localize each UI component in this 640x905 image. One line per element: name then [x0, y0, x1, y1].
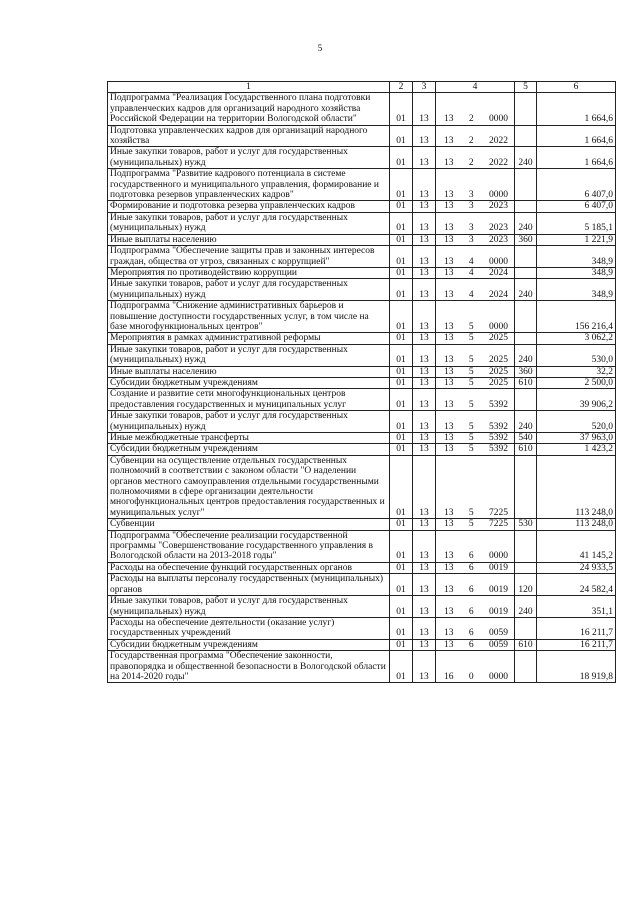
- row-name: Иные закупки товаров, работ и услуг для государственных (муниципальных) нужд: [108, 344, 390, 366]
- target-article-code: [436, 201, 515, 212]
- expense-type-code: 610: [515, 639, 537, 650]
- row-name: Расходы на обеспечение деятельности (оказание услуг) государственных учреждений: [108, 617, 390, 639]
- ministry-code: 01: [390, 377, 413, 388]
- target-article-code: [436, 444, 515, 455]
- table-row: [108, 147, 616, 169]
- column-header: 4: [436, 82, 515, 93]
- target-direction-code: 7225: [489, 507, 508, 518]
- table-row: [108, 530, 616, 562]
- ministry-code: 01: [390, 574, 413, 596]
- section-code: 13: [413, 147, 436, 169]
- amount: 6 407,0: [537, 169, 616, 201]
- target-subprogram-code: 5: [468, 519, 474, 530]
- target-direction-code: 2022: [489, 157, 508, 168]
- target-program-code: 13: [444, 256, 454, 267]
- ministry-code: 01: [390, 344, 413, 366]
- target-program-code: 13: [444, 289, 454, 300]
- amount: 156 216,4: [537, 301, 616, 333]
- ministry-code: 01: [390, 169, 413, 201]
- ministry-code: 01: [390, 333, 413, 344]
- table-row: [108, 234, 616, 245]
- table-row: [108, 433, 616, 444]
- amount: 32,2: [537, 366, 616, 377]
- row-name: Иные выплаты населению: [108, 366, 390, 377]
- row-name: Мероприятия по противодействию коррупции: [108, 267, 390, 278]
- expense-type-code: 610: [515, 377, 537, 388]
- section-code: 13: [413, 411, 436, 433]
- target-program-code: 13: [444, 355, 454, 366]
- target-subprogram-code: 6: [468, 584, 474, 595]
- target-article-code: [436, 246, 515, 268]
- expense-type-code: 530: [515, 519, 537, 530]
- target-article-code: [436, 234, 515, 245]
- row-name: Иные закупки товаров, работ и услуг для государственных (муниципальных) нужд: [108, 147, 390, 169]
- target-article-code: [436, 333, 515, 344]
- expense-type-code: [515, 530, 537, 562]
- target-direction-code: 2023: [489, 201, 508, 212]
- amount: 1 664,6: [537, 147, 616, 169]
- expense-type-code: 360: [515, 234, 537, 245]
- target-subprogram-code: 2: [468, 114, 474, 125]
- target-direction-code: 2025: [489, 377, 508, 388]
- table-row: [108, 344, 616, 366]
- target-article-code: [436, 147, 515, 169]
- row-name: Государственная программа "Обеспечение законности, правопорядка и общественной безопасности в Вологодской области на 2014-2020 годы": [108, 651, 390, 683]
- ministry-code: 01: [390, 301, 413, 333]
- target-article-code: [436, 433, 515, 444]
- expense-type-code: [515, 333, 537, 344]
- target-program-code: 13: [444, 562, 454, 573]
- target-program-code: 13: [444, 639, 454, 650]
- target-direction-code: 0000: [489, 114, 508, 125]
- amount: 348,9: [537, 267, 616, 278]
- target-article-code: [436, 651, 515, 683]
- target-direction-code: 0059: [489, 639, 508, 650]
- target-article-code: [436, 267, 515, 278]
- row-name: Подпрограмма "Развитие кадрового потенциала в системе государственного и муниципального управления, формирование и подготовка резервов управленческих кадров": [108, 169, 390, 201]
- row-name: Иные закупки товаров, работ и услуг для государственных (муниципальных) нужд: [108, 279, 390, 301]
- section-code: 13: [413, 617, 436, 639]
- table-row: [108, 444, 616, 455]
- ministry-code: 01: [390, 279, 413, 301]
- ministry-code: 01: [390, 389, 413, 411]
- target-article-code: [436, 389, 515, 411]
- section-code: 13: [413, 530, 436, 562]
- table-row: [108, 246, 616, 268]
- amount: 37 963,0: [537, 433, 616, 444]
- expense-type-code: 540: [515, 433, 537, 444]
- row-name: Субсидии бюджетным учреждениям: [108, 377, 390, 388]
- target-program-code: 16: [444, 671, 454, 682]
- target-article-code: [436, 617, 515, 639]
- target-program-code: 13: [444, 606, 454, 617]
- target-subprogram-code: 5: [468, 321, 474, 332]
- expense-type-code: 240: [515, 212, 537, 234]
- table-row: [108, 267, 616, 278]
- table-header-row: [108, 82, 616, 93]
- section-code: 13: [413, 596, 436, 618]
- target-subprogram-code: 2: [468, 157, 474, 168]
- target-article-code: [436, 93, 515, 125]
- expense-type-code: 240: [515, 411, 537, 433]
- target-direction-code: 0019: [489, 562, 508, 573]
- row-name: Мероприятия в рамках административной реформы: [108, 333, 390, 344]
- ministry-code: 01: [390, 125, 413, 147]
- target-article-code: [436, 169, 515, 201]
- table-row: [108, 651, 616, 683]
- expense-type-code: [515, 301, 537, 333]
- target-program-code: 13: [444, 366, 454, 377]
- target-article-code: [436, 562, 515, 573]
- expense-type-code: [515, 125, 537, 147]
- target-program-code: 13: [444, 421, 454, 432]
- target-program-code: 13: [444, 190, 454, 201]
- target-direction-code: 2025: [489, 355, 508, 366]
- ministry-code: 01: [390, 530, 413, 562]
- table-row: [108, 639, 616, 650]
- target-subprogram-code: 3: [468, 234, 474, 245]
- target-program-code: 13: [444, 267, 454, 278]
- target-article-code: [436, 596, 515, 618]
- amount: 24 933,5: [537, 562, 616, 573]
- ministry-code: 01: [390, 267, 413, 278]
- target-article-code: [436, 519, 515, 530]
- section-code: 13: [413, 333, 436, 344]
- section-code: 13: [413, 377, 436, 388]
- row-name: Субсидии бюджетным учреждениям: [108, 639, 390, 650]
- row-name: Иные закупки товаров, работ и услуг для государственных (муниципальных) нужд: [108, 411, 390, 433]
- target-article-code: [436, 125, 515, 147]
- table-row: [108, 411, 616, 433]
- target-program-code: 13: [444, 223, 454, 234]
- column-header: 2: [390, 82, 413, 93]
- target-program-code: 13: [444, 551, 454, 562]
- target-article-code: [436, 411, 515, 433]
- table-row: [108, 93, 616, 125]
- section-code: 13: [413, 125, 436, 147]
- amount: 348,9: [537, 246, 616, 268]
- table-row: [108, 389, 616, 411]
- ministry-code: 01: [390, 411, 413, 433]
- row-name: Создание и развитие сети многофункциональных центров предоставления государственных и муниципальных услуг: [108, 389, 390, 411]
- amount: 113 248,0: [537, 455, 616, 518]
- section-code: 13: [413, 169, 436, 201]
- target-article-code: [436, 279, 515, 301]
- target-program-code: 13: [444, 628, 454, 639]
- section-code: 13: [413, 234, 436, 245]
- target-subprogram-code: 5: [468, 333, 474, 344]
- target-direction-code: 5392: [489, 421, 508, 432]
- table-row: [108, 279, 616, 301]
- target-direction-code: 2024: [489, 289, 508, 300]
- row-name: Подпрограмма "Снижение административных барьеров и повышение доступности государственных услуг, в том числе на базе многофункциональных центров": [108, 301, 390, 333]
- table-row: [108, 377, 616, 388]
- target-article-code: [436, 530, 515, 562]
- target-direction-code: 5392: [489, 433, 508, 443]
- ministry-code: 01: [390, 246, 413, 268]
- target-direction-code: 2025: [489, 333, 508, 344]
- target-article-code: [436, 455, 515, 518]
- target-subprogram-code: 3: [468, 223, 474, 234]
- expense-type-code: 240: [515, 596, 537, 618]
- row-name: Иные выплаты населению: [108, 234, 390, 245]
- ministry-code: 01: [390, 212, 413, 234]
- ministry-code: 01: [390, 519, 413, 530]
- ministry-code: 01: [390, 366, 413, 377]
- amount: 39 906,2: [537, 389, 616, 411]
- section-code: 13: [413, 93, 436, 125]
- target-subprogram-code: 3: [468, 190, 474, 201]
- row-name: Иные закупки товаров, работ и услуг для государственных (муниципальных) нужд: [108, 596, 390, 618]
- target-article-code: [436, 366, 515, 377]
- column-header: 5: [515, 82, 537, 93]
- amount: 1 423,2: [537, 444, 616, 455]
- ministry-code: 01: [390, 596, 413, 618]
- section-code: 13: [413, 651, 436, 683]
- table-row: [108, 169, 616, 201]
- target-article-code: [436, 344, 515, 366]
- target-direction-code: 0000: [489, 190, 508, 201]
- section-code: 13: [413, 267, 436, 278]
- section-code: 13: [413, 344, 436, 366]
- target-article-code: [436, 212, 515, 234]
- ministry-code: 01: [390, 562, 413, 573]
- section-code: 13: [413, 389, 436, 411]
- expense-type-code: [515, 651, 537, 683]
- table-row: [108, 519, 616, 530]
- row-name: Иные закупки товаров, работ и услуг для государственных (муниципальных) нужд: [108, 212, 390, 234]
- target-direction-code: 0019: [489, 606, 508, 617]
- target-subprogram-code: 6: [468, 639, 474, 650]
- target-direction-code: 0019: [489, 584, 508, 595]
- row-name: Подготовка управленческих кадров для организаций народного хозяйства: [108, 125, 390, 147]
- target-subprogram-code: 5: [468, 444, 474, 455]
- amount: 6 407,0: [537, 201, 616, 212]
- target-program-code: 13: [444, 136, 454, 147]
- target-subprogram-code: 4: [468, 256, 474, 267]
- column-header: 3: [413, 82, 436, 93]
- row-name: Подпрограмма "Реализация Государственного плана подготовки управленческих кадров для организаций народного хозяйства Российской Федерации на территории Вологодской области": [108, 93, 390, 125]
- target-subprogram-code: 5: [468, 507, 474, 518]
- amount: 530,0: [537, 344, 616, 366]
- table-row: [108, 301, 616, 333]
- target-subprogram-code: 6: [468, 606, 474, 617]
- table-row: [108, 201, 616, 212]
- section-code: 13: [413, 574, 436, 596]
- section-code: 13: [413, 246, 436, 268]
- expense-type-code: 240: [515, 344, 537, 366]
- amount: 16 211,7: [537, 617, 616, 639]
- table-row: [108, 617, 616, 639]
- section-code: 13: [413, 455, 436, 518]
- row-name: Подпрограмма "Обеспечение защиты прав и законных интересов граждан, общества от угроз, связанных с коррупцией": [108, 246, 390, 268]
- table-row: [108, 455, 616, 518]
- target-program-code: 13: [444, 201, 454, 212]
- target-subprogram-code: 6: [468, 628, 474, 639]
- amount: 3 062,2: [537, 333, 616, 344]
- row-name: Расходы на выплаты персоналу государственных (муниципальных) органов: [108, 574, 390, 596]
- target-direction-code: 2023: [489, 223, 508, 234]
- target-subprogram-code: 4: [468, 267, 474, 278]
- table-row: [108, 574, 616, 596]
- ministry-code: 01: [390, 639, 413, 650]
- row-name: Формирование и подготовка резерва управленческих кадров: [108, 201, 390, 212]
- target-article-code: [436, 377, 515, 388]
- target-subprogram-code: 4: [468, 289, 474, 300]
- target-program-code: 13: [444, 157, 454, 168]
- ministry-code: 01: [390, 444, 413, 455]
- section-code: 13: [413, 301, 436, 333]
- target-subprogram-code: 5: [468, 366, 474, 377]
- amount: 24 582,4: [537, 574, 616, 596]
- target-subprogram-code: 3: [468, 201, 474, 212]
- ministry-code: 01: [390, 617, 413, 639]
- table-row: [108, 366, 616, 377]
- page-number: 5: [317, 43, 323, 53]
- target-program-code: 13: [444, 114, 454, 125]
- row-name: Субсидии бюджетным учреждениям: [108, 444, 390, 455]
- amount: 113 248,0: [537, 519, 616, 530]
- target-direction-code: 2022: [489, 136, 508, 147]
- target-program-code: 13: [444, 333, 454, 344]
- amount: 351,1: [537, 596, 616, 618]
- expense-type-code: [515, 389, 537, 411]
- target-program-code: 13: [444, 377, 454, 388]
- target-direction-code: 5392: [489, 444, 508, 455]
- table-row: [108, 125, 616, 147]
- column-header: 1: [108, 82, 390, 93]
- ministry-code: 01: [390, 147, 413, 169]
- amount: 18 919,8: [537, 651, 616, 683]
- target-subprogram-code: 5: [468, 399, 474, 410]
- table-row: [108, 333, 616, 344]
- amount: 2 500,0: [537, 377, 616, 388]
- amount: 5 185,1: [537, 212, 616, 234]
- row-name: Иные межбюджетные трансферты: [108, 433, 390, 444]
- table-row: [108, 596, 616, 618]
- target-program-code: 13: [444, 433, 454, 443]
- section-code: 13: [413, 201, 436, 212]
- target-direction-code: 2025: [489, 366, 508, 377]
- expense-type-code: [515, 93, 537, 125]
- section-code: 13: [413, 279, 436, 301]
- target-direction-code: 7225: [489, 519, 508, 530]
- target-subprogram-code: 5: [468, 355, 474, 366]
- section-code: 13: [413, 433, 436, 444]
- target-direction-code: 2023: [489, 234, 508, 245]
- ministry-code: 01: [390, 455, 413, 518]
- amount: 41 145,2: [537, 530, 616, 562]
- target-program-code: 13: [444, 321, 454, 332]
- section-code: 13: [413, 639, 436, 650]
- target-program-code: 13: [444, 234, 454, 245]
- amount: 1 221,9: [537, 234, 616, 245]
- target-subprogram-code: 5: [468, 421, 474, 432]
- expense-type-code: 240: [515, 147, 537, 169]
- target-direction-code: 5392: [489, 399, 508, 410]
- amount: 348,9: [537, 279, 616, 301]
- row-name: Подпрограмма "Обеспечение реализации государственной программы "Совершенствование государственного управления в Вологодской области на 2013-2018 годы": [108, 530, 390, 562]
- target-article-code: [436, 574, 515, 596]
- target-subprogram-code: 0: [468, 671, 474, 682]
- target-subprogram-code: 5: [468, 433, 474, 443]
- table-row: [108, 212, 616, 234]
- table-row: [108, 562, 616, 573]
- expense-type-code: [515, 455, 537, 518]
- section-code: 13: [413, 562, 436, 573]
- target-direction-code: 0000: [489, 321, 508, 332]
- column-header: 6: [537, 82, 616, 93]
- target-program-code: 13: [444, 584, 454, 595]
- target-direction-code: 0059: [489, 628, 508, 639]
- target-direction-code: 0000: [489, 551, 508, 562]
- expense-type-code: [515, 169, 537, 201]
- target-program-code: 13: [444, 519, 454, 530]
- row-name: Субвенции: [108, 519, 390, 530]
- target-subprogram-code: 6: [468, 562, 474, 573]
- expense-type-code: 120: [515, 574, 537, 596]
- ministry-code: 01: [390, 93, 413, 125]
- target-subprogram-code: 5: [468, 377, 474, 388]
- expense-type-code: [515, 246, 537, 268]
- amount: 520,0: [537, 411, 616, 433]
- row-name: Расходы на обеспечение функций государственных органов: [108, 562, 390, 573]
- target-direction-code: 2024: [489, 267, 508, 278]
- target-direction-code: 0000: [489, 256, 508, 267]
- expense-type-code: [515, 267, 537, 278]
- budget-table: [107, 81, 616, 683]
- amount: 1 664,6: [537, 125, 616, 147]
- row-name: Субвенции на осуществление отдельных государственных полномочий в соответствии с законом области "О наделении органов местного самоуправления отдельными государственными полномочиями в сфере организации деятельности многофункциональных центров предоставления государственных и муниципальных услуг": [108, 455, 390, 518]
- section-code: 13: [413, 444, 436, 455]
- ministry-code: 01: [390, 201, 413, 212]
- expense-type-code: 360: [515, 366, 537, 377]
- target-article-code: [436, 639, 515, 650]
- ministry-code: 01: [390, 234, 413, 245]
- ministry-code: 01: [390, 433, 413, 444]
- expense-type-code: 610: [515, 444, 537, 455]
- section-code: 13: [413, 212, 436, 234]
- expense-type-code: [515, 562, 537, 573]
- target-direction-code: 0000: [489, 671, 508, 682]
- target-program-code: 13: [444, 444, 454, 455]
- expense-type-code: [515, 201, 537, 212]
- target-subprogram-code: 2: [468, 136, 474, 147]
- ministry-code: 01: [390, 651, 413, 683]
- amount: 1 664,6: [537, 93, 616, 125]
- target-subprogram-code: 6: [468, 551, 474, 562]
- expense-type-code: [515, 617, 537, 639]
- section-code: 13: [413, 519, 436, 530]
- section-code: 13: [413, 366, 436, 377]
- target-program-code: 13: [444, 399, 454, 410]
- amount: 16 211,7: [537, 639, 616, 650]
- target-program-code: 13: [444, 507, 454, 518]
- expense-type-code: 240: [515, 279, 537, 301]
- target-article-code: [436, 301, 515, 333]
